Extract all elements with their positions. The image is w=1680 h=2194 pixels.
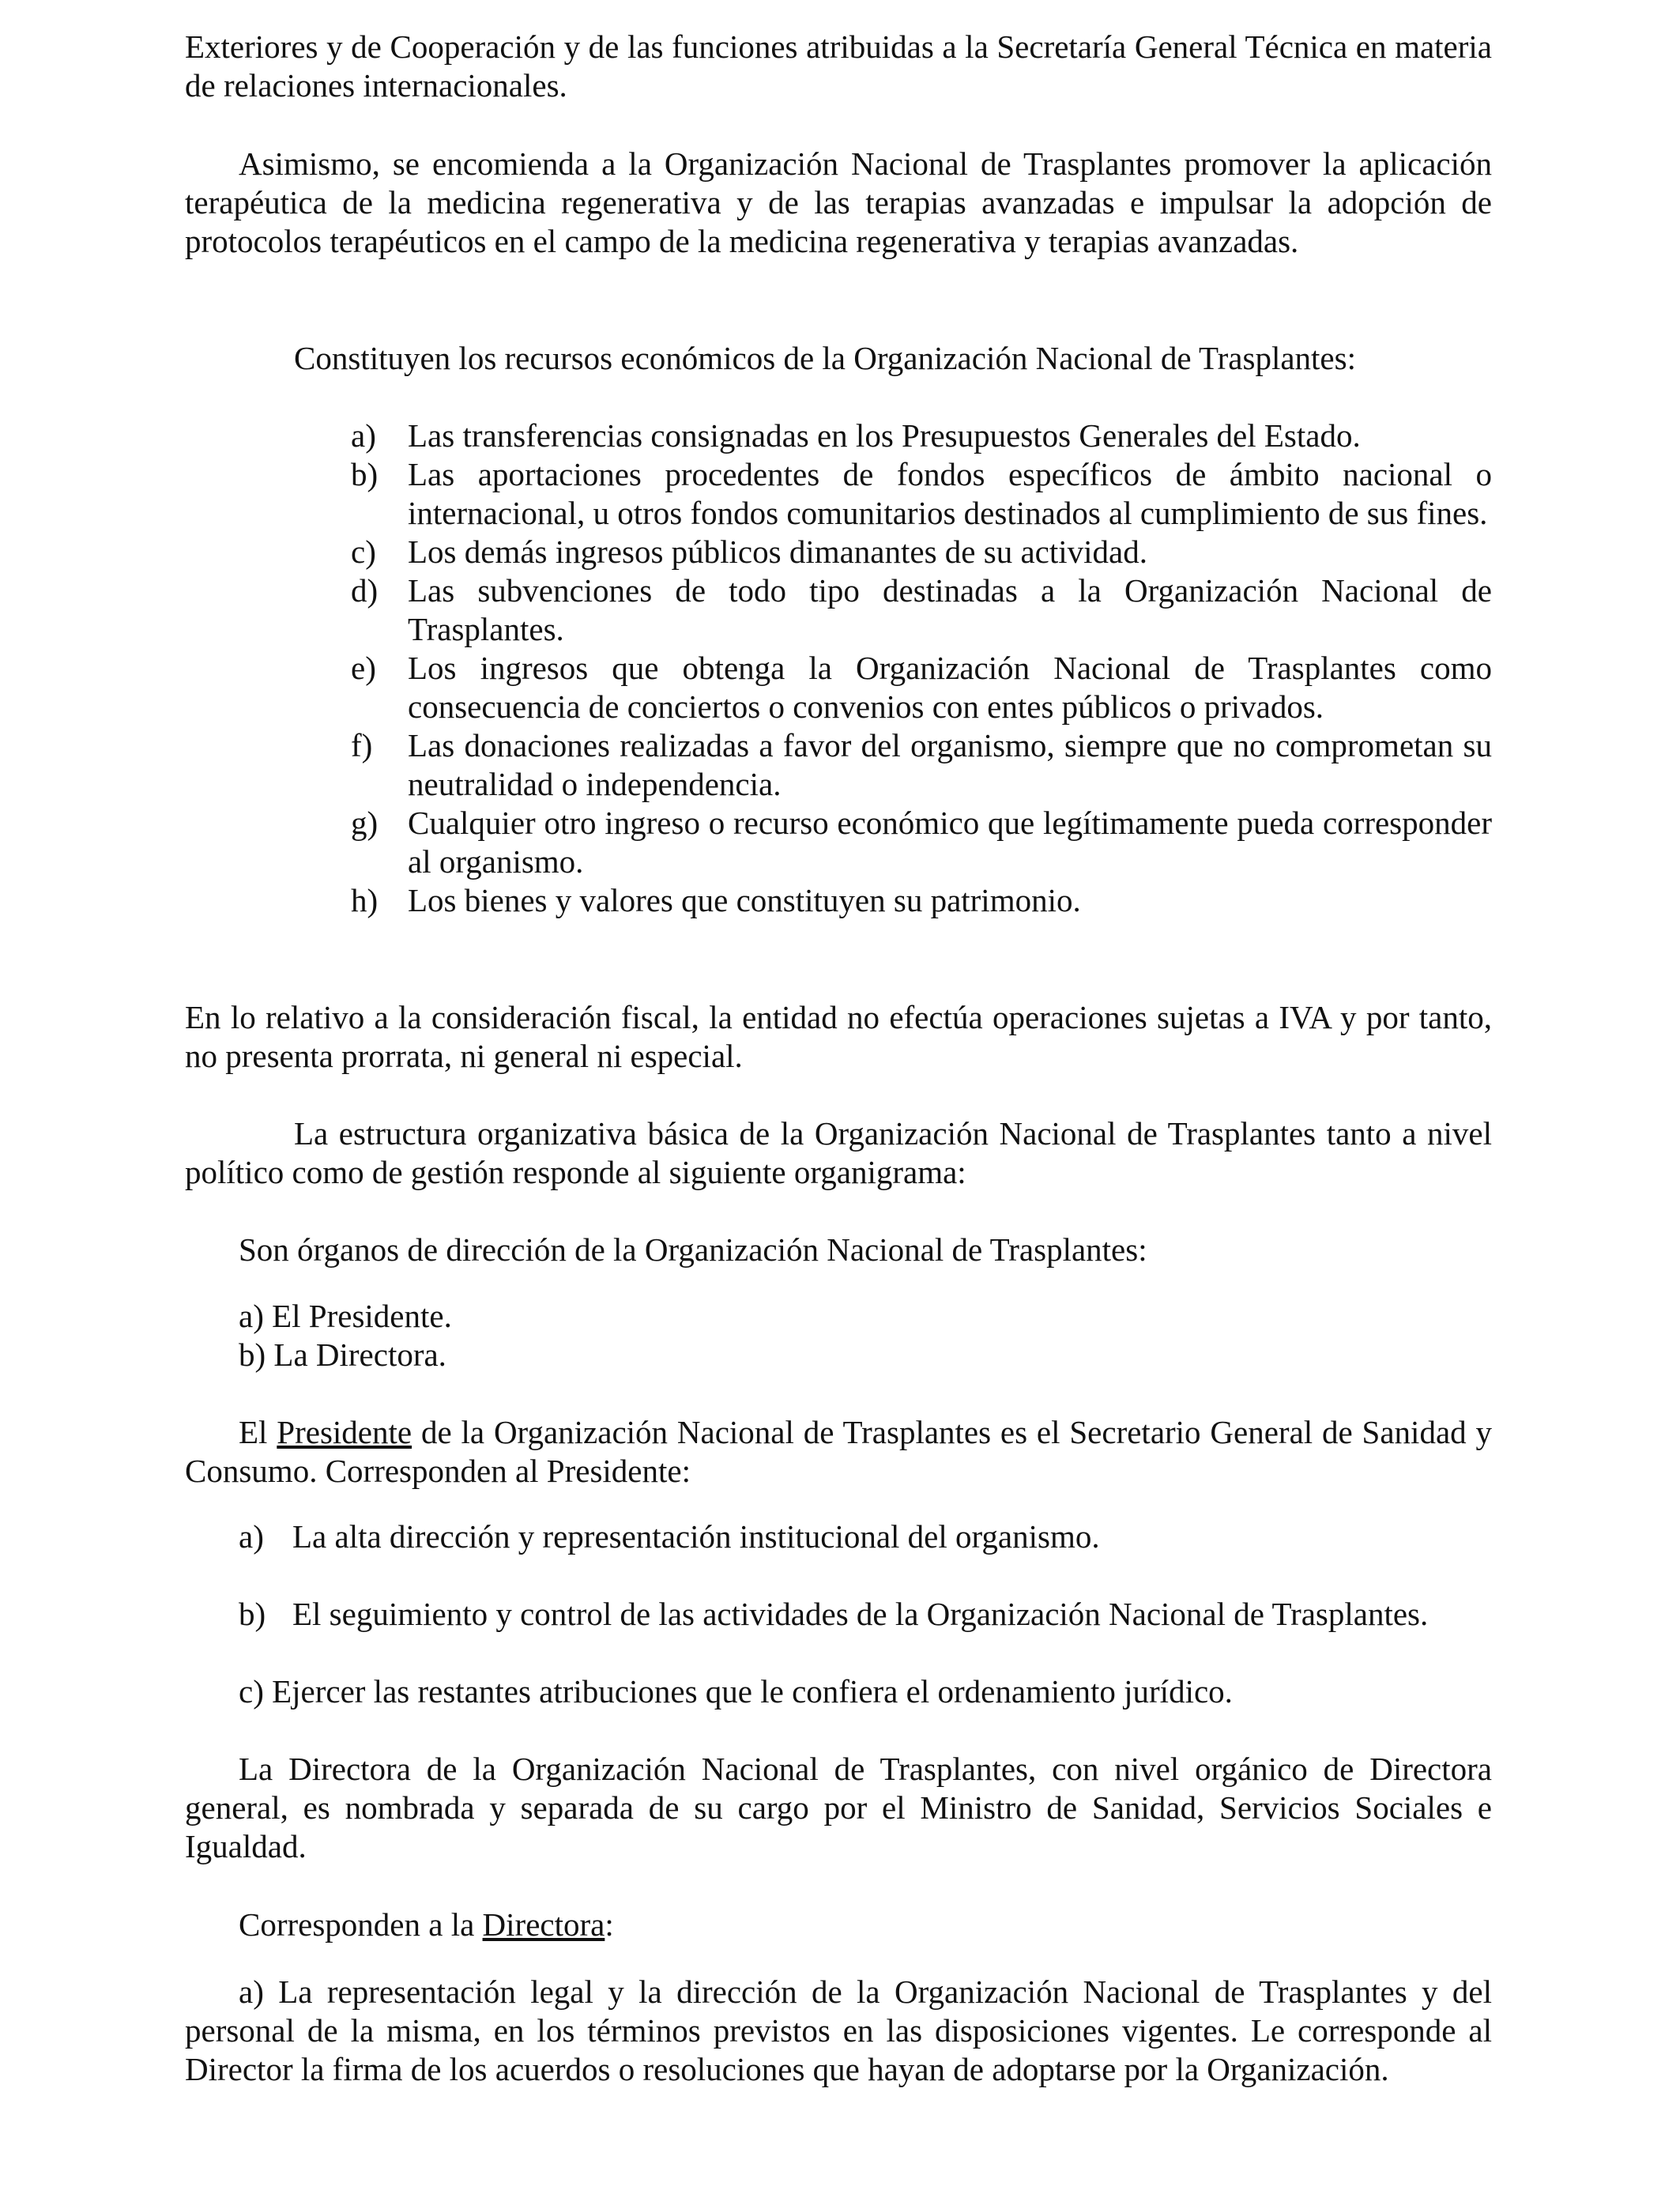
list-marker: b) (351, 456, 379, 492)
list-marker: d) (351, 572, 379, 609)
presidente-item-b (239, 1595, 1429, 1634)
list-item (185, 726, 1492, 804)
paragraph-presidente (185, 1413, 1492, 1491)
paragraph-organos-direccion: Son órganos de dirección de la Organización Nacional de Trasplantes: (239, 1231, 1147, 1268)
paragraph-corresponden-directora (239, 1906, 614, 1944)
list-item (185, 649, 1492, 726)
list-item-text: Los ingresos que obtenga la Organización Nacional de Trasplantes como consecuencia de conciertos o convenios con entes públicos o privados. (408, 650, 1492, 725)
list-marker: c) (351, 533, 376, 570)
paragraph-relaciones-internacionales: Exteriores y de Cooperación y de las funciones atribuidas a la Secretaría General Técnica en materia de relaciones internacionales. (185, 28, 1492, 104)
recursos-list (185, 417, 1492, 920)
corresponden-lead: Corresponden a la (239, 1906, 483, 1943)
presidente-term: Presidente (277, 1414, 412, 1450)
corresponden-term: Directora (482, 1906, 605, 1943)
paragraph-recursos-intro: Constituyen los recursos económicos de la Organización Nacional de Trasplantes: (294, 340, 1356, 376)
paragraph-directora: La Directora de la Organización Nacional de Trasplantes, con nivel orgánico de Directora general, es nombrada y separada de su cargo por el Ministro de Sanidad, Servicios Sociales e Igualdad. (185, 1751, 1492, 1864)
organo-presidente: a) El Presidente. (239, 1298, 452, 1334)
list-item-text: Los demás ingresos públicos dimanantes de su actividad. (408, 533, 1147, 570)
list-item (185, 571, 1492, 649)
list-item (185, 804, 1492, 881)
list-item-text: Cualquier otro ingreso o recurso económico que legítimamente pueda corresponder al organismo. (408, 805, 1492, 880)
list-item-text: Las aportaciones procedentes de fondos específicos de ámbito nacional o internacional, u otros fondos comunitarios destinados al cumplimiento de sus fines. (408, 456, 1492, 531)
list-marker: g) (351, 805, 379, 841)
paragraph-directora-a: a) La representación legal y la dirección de la Organización Nacional de Trasplantes y del personal de la misma, en los términos previstos en las disposiciones vigentes. Le corresponde al Director la firma de los acuerdos o resoluciones que hayan de adoptarse por la Organización. (185, 1973, 1492, 2087)
corresponden-tail: : (605, 1906, 614, 1943)
list-item-text: El seguimiento y control de las actividades de la Organización Nacional de Trasplantes. (292, 1596, 1429, 1632)
presidente-item-c: c) Ejercer las restantes atribuciones que le confiera el ordenamiento jurídico. (239, 1673, 1233, 1710)
list-item (185, 533, 1492, 571)
presidente-rest: de la Organización Nacional de Trasplantes es el Secretario General de Sanidad y Consumo. Corresponden al Presidente: (185, 1414, 1493, 1489)
list-marker: e) (351, 650, 376, 686)
list-item (185, 417, 1492, 455)
presidente-lead: El (239, 1414, 277, 1450)
organo-directora: b) La Directora. (239, 1336, 446, 1373)
list-item (185, 455, 1492, 533)
presidente-item-a (239, 1517, 1100, 1556)
list-marker: b) (239, 1596, 266, 1632)
list-marker: h) (351, 882, 379, 918)
list-item-text: Los bienes y valores que constituyen su patrimonio. (408, 882, 1081, 918)
list-marker: f) (351, 727, 373, 763)
list-marker: a) (239, 1518, 264, 1555)
list-marker: a) (351, 417, 376, 454)
paragraph-estructura-organizativa: La estructura organizativa básica de la Organización Nacional de Trasplantes tanto a nivel político como de gestión responde al siguiente organigrama: (185, 1115, 1492, 1190)
list-item (185, 881, 1492, 920)
list-item-text: Las donaciones realizadas a favor del organismo, siempre que no comprometan su neutralidad o independencia. (408, 727, 1492, 802)
list-item-text: Las transferencias consignadas en los Presupuestos Generales del Estado. (408, 417, 1361, 454)
list-item-text: La alta dirección y representación institucional del organismo. (292, 1518, 1100, 1555)
paragraph-consideracion-fiscal: En lo relativo a la consideración fiscal, la entidad no efectúa operaciones sujetas a IVA y por tanto, no presenta prorrata, ni general ni especial. (185, 999, 1492, 1074)
paragraph-asimismo: Asimismo, se encomienda a la Organización Nacional de Trasplantes promover la aplicación terapéutica de la medicina regenerativa y de las terapias avanzadas e impulsar la adopción de protocolos terapéuticos en el campo de la medicina regenerativa y terapias avanzadas. (185, 145, 1492, 259)
list-item-text: Las subvenciones de todo tipo destinadas a la Organización Nacional de Trasplantes. (408, 572, 1492, 647)
